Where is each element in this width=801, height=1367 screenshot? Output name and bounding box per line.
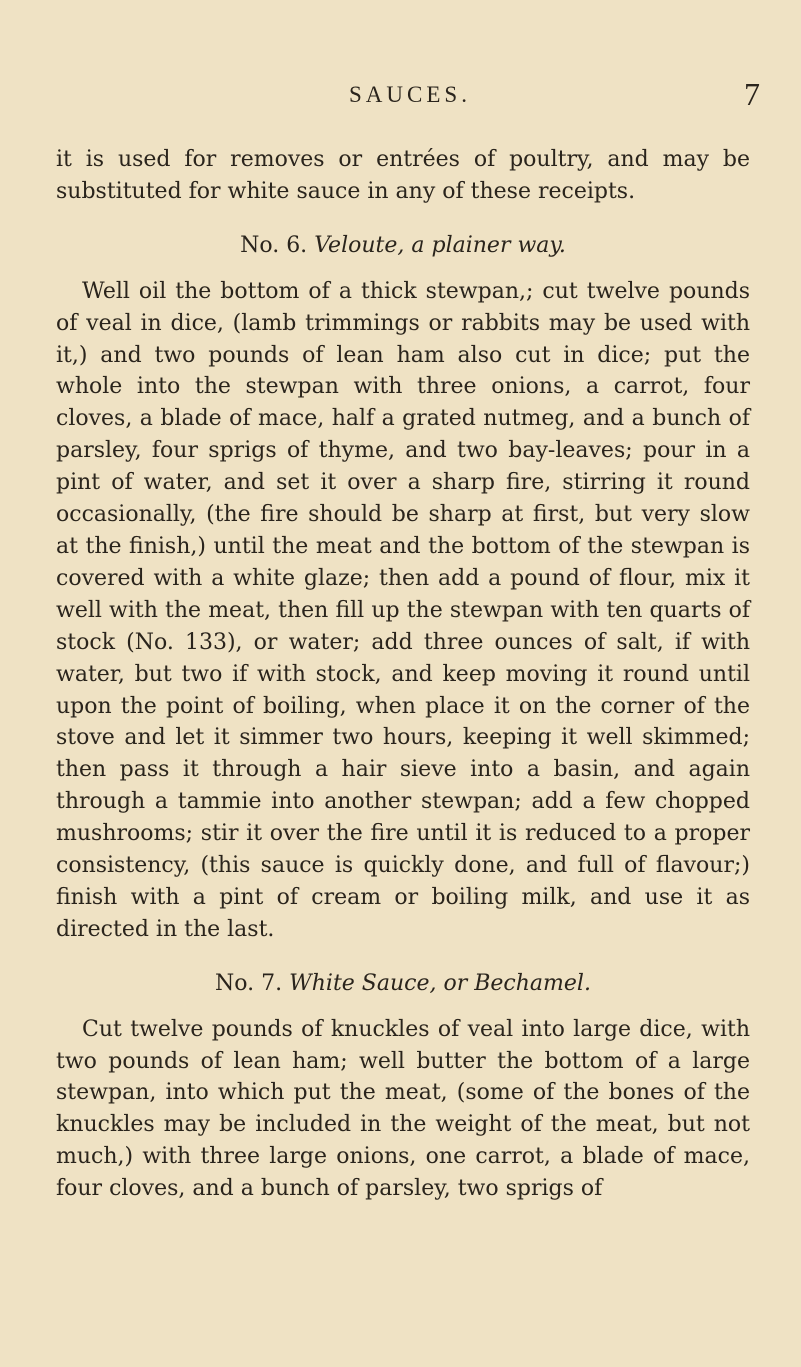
recipe-6-title: Veloute, a plainer way. [314, 232, 566, 258]
recipe-6-number: No. 6. [240, 232, 308, 258]
recipe-6-body: Well oil the bottom of a thick stewpan,; cut twelve pounds of veal in dice, (lamb trimmings or rabbits may be used with it,) and two pounds of lean ham also cut in dice; put the whole into the stewpan with three onions, a carrot, four cloves, a blade of mace, half a grated nutmeg, and a bunch of parsley, four sprigs of thyme, and two bay-leaves; pour in a pint of water, and set it over a sharp fire, stirring it round occasionally, (the fire should be sharp at first, but very slow at the finish,) until the meat and the bottom of the stewpan is covered with a white glaze; then add a pound of flour, mix it well with the meat, then fill up the stewpan with ten quarts of stock (No. 133), or water; add three ounces of salt, if with water, but two if with stock, and keep moving it round until upon the point of boiling, when place it on the corner of the stove and let it simmer two hours, keeping it well skimmed; then pass it through a hair sieve into a basin, and again through a tammie into another stewpan; add a few chopped mushrooms; stir it over the fire until it is reduced to a proper consistency, (this sauce is quickly done, and full of flavour;) finish with a pint of cream or boiling milk, and use it as directed in the last. [56, 278, 750, 942]
recipe-7-title: White Sauce, or Bechamel. [289, 970, 591, 996]
page-header [60, 76, 760, 124]
running-head: SAUCES. [349, 82, 471, 107]
recipe-7-body: Cut twelve pounds of knuckles of veal into large dice, with two pounds of lean ham; well butter the bottom of a large stewpan, into which put the meat, (some of the bones of the knuckles may be included in the weight of the meat, but not much,) with three large onions, one carrot, a blade of mace, four cloves, and a bunch of parsley, two sprigs of [56, 1016, 750, 1202]
recipe-7-number: No. 7. [215, 970, 283, 996]
page-body [56, 144, 750, 1205]
page-number: 7 [744, 76, 760, 112]
recipe-6-heading [56, 230, 750, 262]
intro-paragraph: it is used for removes or entrées of poultry, and may be substituted for white sauce in any of these receipts. [56, 147, 750, 204]
recipe-7-heading [56, 968, 750, 1000]
